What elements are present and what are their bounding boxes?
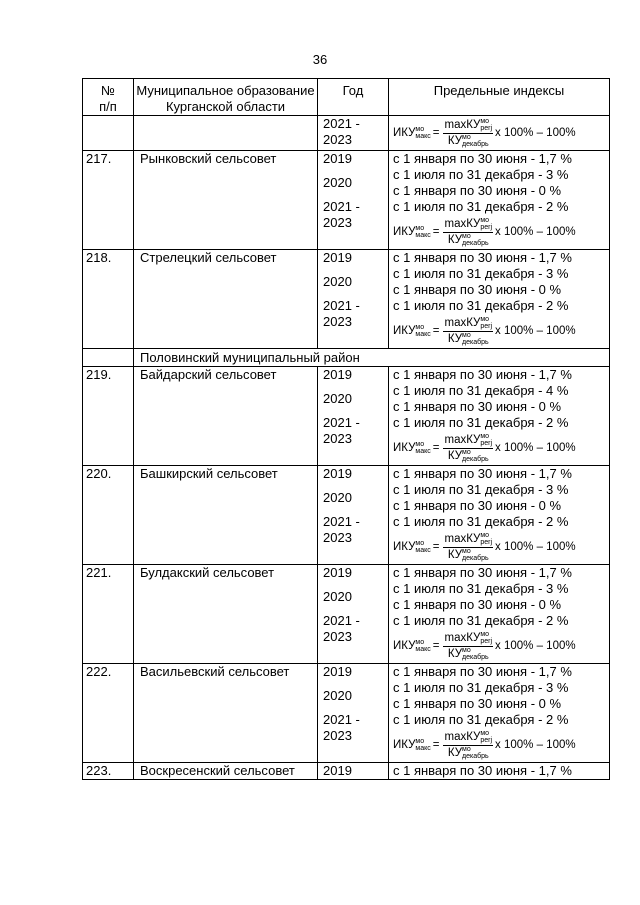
indexes-cell: с 1 января по 30 июня - 1,7 % с 1 июля по 31 декабря - 3 % с 1 января по 30 июня - 0 % с 1 июля по 31 декабря - 2 % ИКУ мо макс = maxКУ мо perj КУ мо декабрь x 100% – 100% [389,466,610,565]
municipality-name: Стрелецкий сельсовет [134,250,318,349]
table-row [83,367,610,466]
indexes-cell: с 1 января по 30 июня - 1,7 % с 1 июля по 31 декабря - 3 % с 1 января по 30 июня - 0 % с 1 июля по 31 декабря - 2 % ИКУ мо макс = maxКУ мо perj КУ мо декабрь x 100% – 100% [389,151,610,250]
indexes-cell: с 1 января по 30 июня - 1,7 % с 1 июля по 31 декабря - 3 % с 1 января по 30 июня - 0 % с 1 июля по 31 декабря - 2 % ИКУ мо макс = maxКУ мо perj КУ мо декабрь x 100% – 100% [389,565,610,664]
row-number: 223. [83,763,134,780]
indexes-cell: с 1 января по 30 июня - 1,7 % с 1 июля по 31 декабря - 3 % с 1 января по 30 июня - 0 % с 1 июля по 31 декабря - 2 % ИКУ мо макс = maxКУ мо perj КУ мо декабрь x 100% – 100% [389,250,610,349]
table-row [83,116,610,151]
year-cell: 2019 2020 2021 - 2023 [318,250,389,349]
header-num: № п/п [83,79,134,116]
table-row [83,763,610,780]
municipality-name: Рынковский сельсовет [134,151,318,250]
year-cell: 2019 2020 2021 - 2023 [318,664,389,763]
indexes-cell: с 1 января по 30 июня - 1,7 % с 1 июля по 31 декабря - 4 % с 1 января по 30 июня - 0 % с 1 июля по 31 декабря - 2 % ИКУ мо макс = maxКУ мо perj КУ мо декабрь x 100% – 100% [389,367,610,466]
table-row [83,151,610,250]
municipality-name: Воскресенский сельсовет [134,763,318,780]
municipality-name: Булдакский сельсовет [134,565,318,664]
year-cell: 2019 2020 2021 - 2023 [318,367,389,466]
row-number: 218. [83,250,134,349]
formula: ИКУ мо макс = maxКУ мо perj КУ мо декабрь x 100% – 100% [393,532,576,562]
table-row [83,250,610,349]
header-municipality: Муниципальное образование Курганской области [134,79,318,116]
formula: ИКУ мо макс = maxКУ мо perj КУ мо декабрь x 100% – 100% [393,730,576,760]
row-number: 222. [83,664,134,763]
row-number: 219. [83,367,134,466]
header-year: Год [318,79,389,116]
index-table [82,78,610,780]
header-indexes: Предельные индексы [389,79,610,116]
year-cell: 2019 [318,763,389,780]
year-cell: 2019 2020 2021 - 2023 [318,565,389,664]
municipality-name: Васильевский сельсовет [134,664,318,763]
year-range: 2021 - 2023 [318,116,389,151]
formula: ИКУ мо макс = maxКУ мо perj КУ мо декабрь x 100% – 100% [393,217,576,247]
year-cell: 2019 2020 2021 - 2023 [318,151,389,250]
page-number: 36 [312,52,328,67]
indexes-cell: с 1 января по 30 июня - 1,7 % с 1 июля по 31 декабря - 3 % с 1 января по 30 июня - 0 % с 1 июля по 31 декабря - 2 % ИКУ мо макс = maxКУ мо perj КУ мо декабрь x 100% – 100% [389,664,610,763]
district-name: Половинский муниципальный район [134,349,610,367]
indexes-cell: с 1 января по 30 июня - 1,7 % [389,763,610,780]
table-row [83,466,610,565]
formula: ИКУ мо макс = maxКУ мо perj КУ мо декабрь x 100% – 100% [393,118,576,148]
district-row [83,349,610,367]
municipality-name: Башкирский сельсовет [134,466,318,565]
year-cell: 2019 2020 2021 - 2023 [318,466,389,565]
table-row [83,664,610,763]
row-number: 221. [83,565,134,664]
row-number: 220. [83,466,134,565]
formula: ИКУ мо макс = maxКУ мо perj КУ мо декабрь x 100% – 100% [393,316,576,346]
formula: ИКУ мо макс = maxКУ мо perj КУ мо декабрь x 100% – 100% [393,631,576,661]
table-row [83,565,610,664]
municipality-name: Байдарский сельсовет [134,367,318,466]
row-number: 217. [83,151,134,250]
formula: ИКУ мо макс = maxКУ мо perj КУ мо декабрь x 100% – 100% [393,433,576,463]
